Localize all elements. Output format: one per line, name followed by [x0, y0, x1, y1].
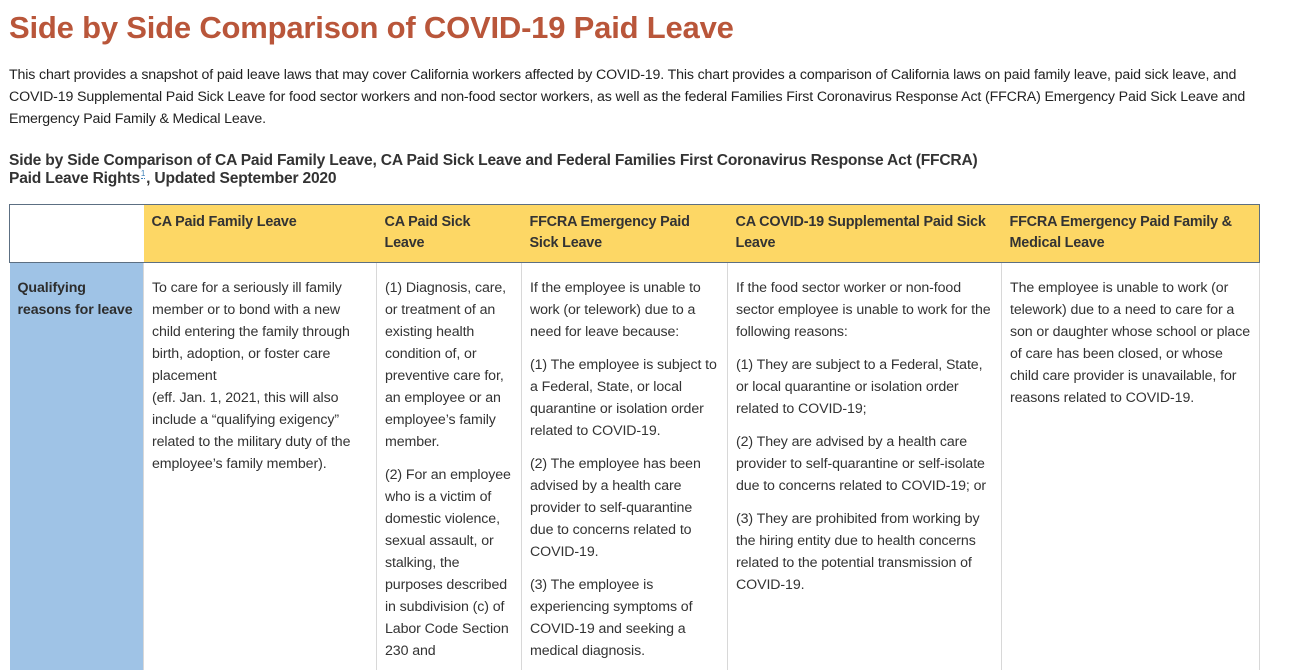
cell-paragraph: (2) They are advised by a health care provider to self-quarantine or self-isolate due to concerns related to COVID-19; or — [736, 434, 987, 494]
row-label-qualifying-reasons: Qualifying reasons for leave — [10, 263, 144, 670]
cell-paragraph: To care for a seriously ill family member or to bond with a new child entering the family through birth, adoption, or foster care placement — [152, 280, 350, 384]
header-ca-covid19-supplemental-paid-sick-leave: CA COVID-19 Supplemental Paid Sick Leave — [728, 205, 1002, 263]
header-ffcra-emergency-paid-family-medical-leave: FFCRA Emergency Paid Family & Medical Leave — [1002, 205, 1260, 263]
comparison-table — [9, 204, 1260, 670]
cell-paragraph: (3) The employee is experiencing symptoms of COVID-19 and seeking a medical diagnosis. — [530, 577, 693, 659]
table-row — [10, 263, 1260, 670]
subtitle-line-1: Side by Side Comparison of CA Paid Family Leave, CA Paid Sick Leave and Federal Families First Coronavirus Response Act (FFCRA) — [9, 152, 978, 169]
cell-paragraph: The employee is unable to work (or telework) due to a need to care for a son or daughter whose school or place of care has been closed, or whose child care provider is unavailable, for reasons related to COVID-19. — [1010, 280, 1251, 406]
page-title: Side by Side Comparison of COVID-19 Paid Leave — [9, 10, 734, 45]
cell-paragraph: (1) The employee is subject to a Federal, State, or local quarantine or isolation order related to COVID-19. — [530, 357, 717, 439]
cell-paragraph: (1) They are subject to a Federal, State, or local quarantine or isolation order related to COVID-19; — [736, 357, 983, 417]
intro-paragraph: This chart provides a snapshot of paid leave laws that may cover California workers affected by COVID-19. This chart provides a comparison of California laws on paid family leave, paid sick leave, and COVID-19 Supplemental Paid Sick Leave for food sector workers and non-food sector workers, as well as the federal Families First Coronavirus Response Act (FFCRA) Emergency Paid Sick Leave and Emergency Paid Family & Medical Leave. — [9, 67, 1246, 127]
header-ca-paid-sick-leave: CA Paid Sick Leave — [377, 205, 522, 263]
cell-paragraph: If the food sector worker or non-food sector employee is unable to work for the following reasons: — [736, 280, 991, 340]
table-subtitle — [9, 152, 1269, 188]
cell-ca-paid-sick-leave — [377, 263, 522, 670]
cell-ca-paid-family-leave — [144, 263, 377, 670]
header-corner — [10, 205, 144, 263]
cell-paragraph: If the employee is unable to work (or telework) due to a need for leave because: — [530, 280, 701, 340]
cell-ffcra-emergency-paid-family-medical-leave — [1002, 263, 1260, 670]
cell-paragraph: (2) For an employee who is a victim of domestic violence, sexual assault, or stalking, the purposes described in subdivision (c) of Labor Code Section 230 and — [385, 467, 511, 659]
table-header-row — [10, 205, 1260, 263]
cell-paragraph: (3) They are prohibited from working by the hiring entity due to health concerns related to the potential transmission of COVID-19. — [736, 511, 980, 593]
cell-ca-covid19-supplemental-paid-sick-leave — [728, 263, 1002, 670]
cell-ffcra-emergency-paid-sick-leave — [522, 263, 728, 670]
footnote-link[interactable]: 1 — [140, 169, 146, 178]
subtitle-updated: , Updated September 2020 — [146, 170, 337, 187]
cell-paragraph: (1) Diagnosis, care, or treatment of an existing health condition of, or preventive care for, an employee or an employee’s family member. — [385, 280, 507, 450]
header-ffcra-emergency-paid-sick-leave: FFCRA Emergency Paid Sick Leave — [522, 205, 728, 263]
header-ca-paid-family-leave: CA Paid Family Leave — [144, 205, 377, 263]
subtitle-line-2: Paid Leave Rights — [9, 170, 140, 187]
cell-paragraph: (2) The employee has been advised by a health care provider to self-quarantine due to concerns related to COVID-19. — [530, 456, 701, 560]
cell-paragraph: (eff. Jan. 1, 2021, this will also include a “qualifying exigency” related to the military duty of the employee’s family member). — [152, 390, 351, 472]
